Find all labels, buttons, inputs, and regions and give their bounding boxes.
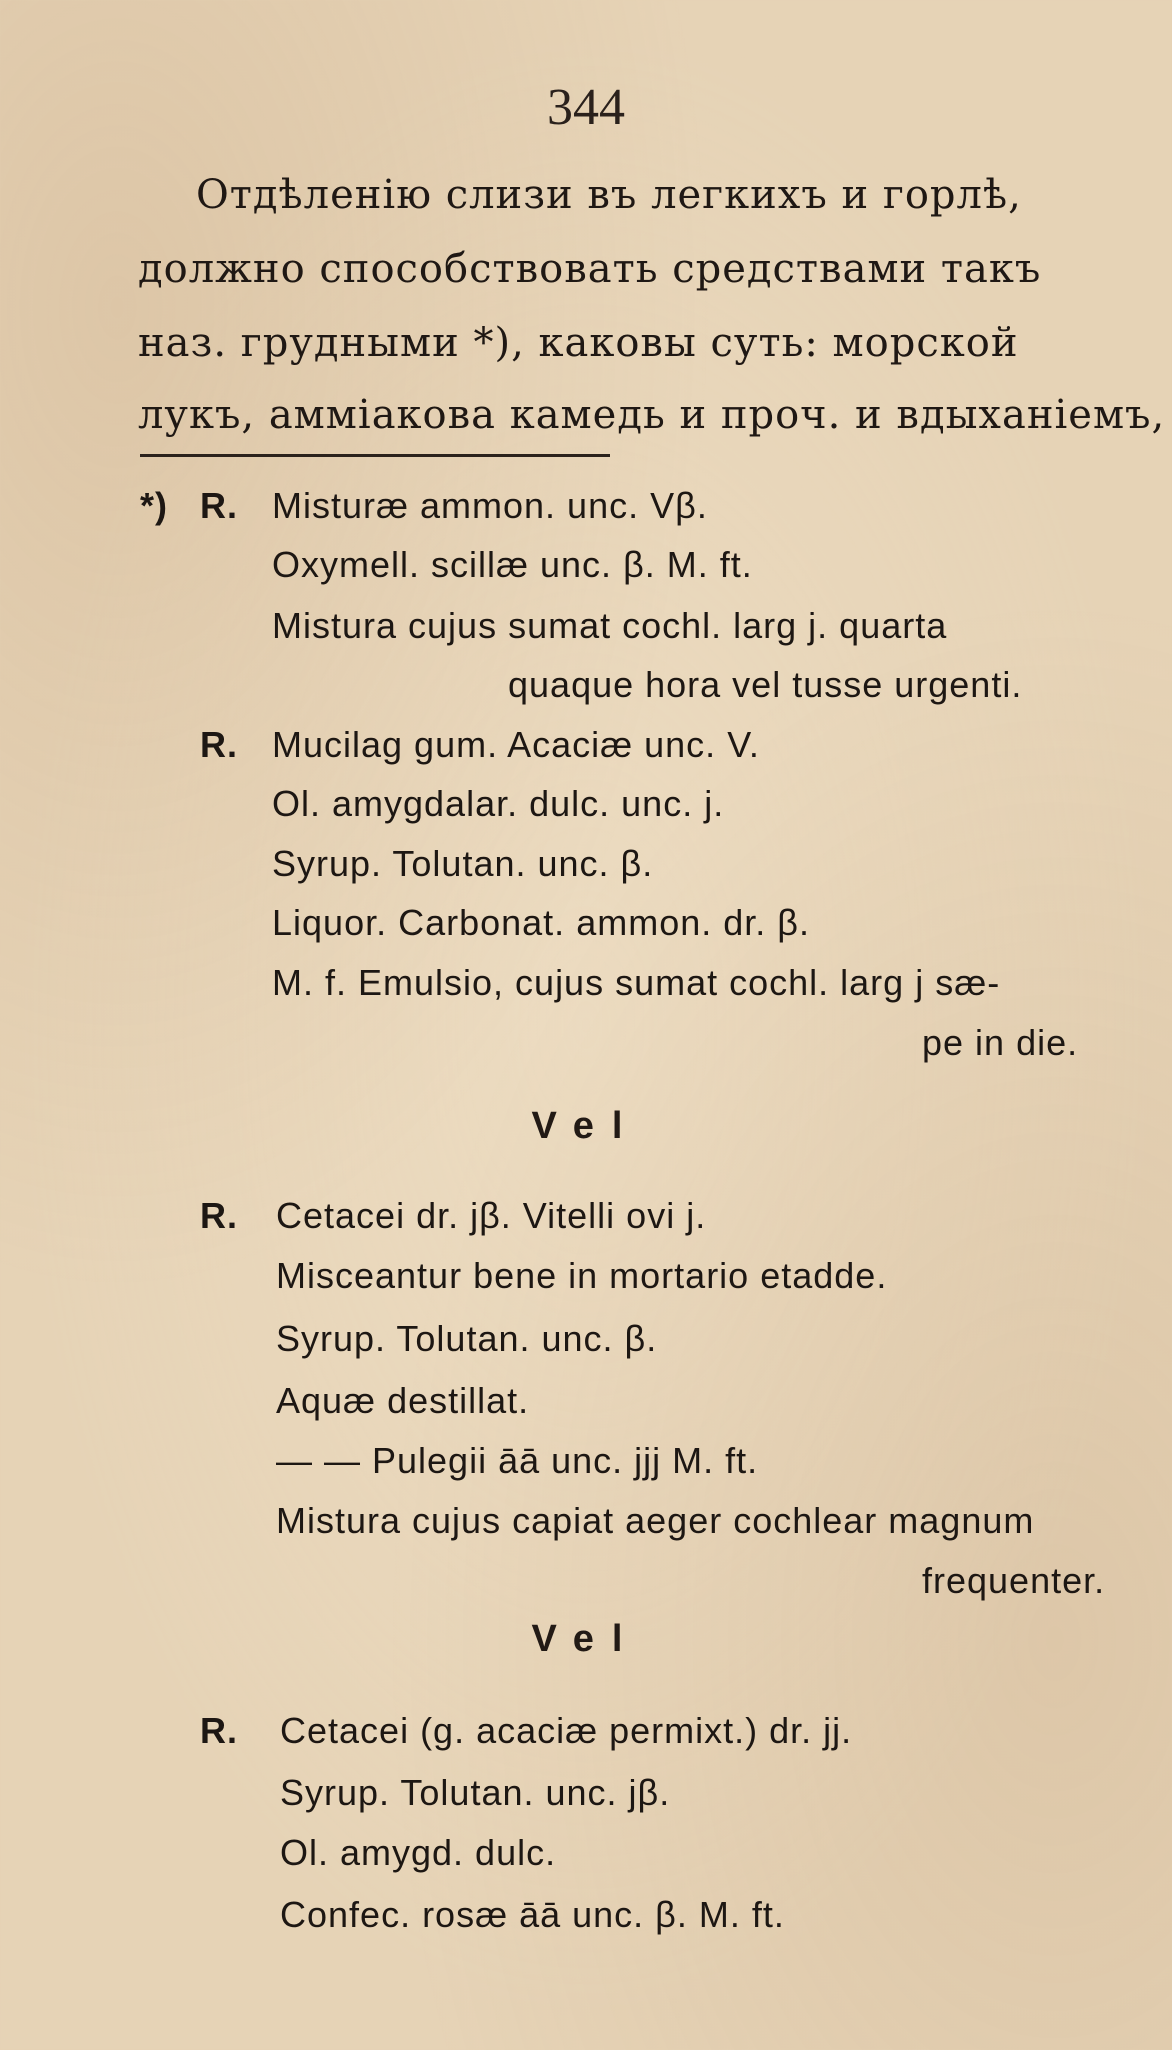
rx4-line-4: Confec. rosæ āā unc. β. M. ft. [280, 1894, 785, 1935]
russian-line-3: наз. грудными *), каковы суть: морской [138, 320, 1019, 366]
rx1-line-3: Mistura cujus sumat cochl. larg j. quarta [272, 605, 948, 646]
rx2-line-6: pe in die. [922, 1022, 1079, 1063]
vel-separator-2: Vel [531, 1618, 641, 1660]
rx2-line-1: Mucilag gum. Acaciæ unc. V. [272, 724, 760, 765]
rx2-mark: R. [200, 724, 238, 765]
rx3-line-2: Misceantur bene in mortario etadde. [276, 1255, 888, 1296]
russian-line-2: должно способствовать средствами такъ [138, 246, 1042, 292]
rx1-mark: R. [200, 485, 238, 526]
rx3-line-5: — — Pulegii āā unc. jjj M. ft. [276, 1440, 759, 1481]
rx2-line-2: Ol. amygdalar. dulc. unc. j. [272, 783, 725, 824]
rx2-line-4: Liquor. Carbonat. ammon. dr. β. [272, 902, 810, 943]
russian-line-1: Отдѣленію слизи въ легкихъ и горлѣ, [196, 172, 1022, 218]
rx1-line-4: quaque hora vel tusse urgenti. [508, 664, 1023, 705]
rx1-line-1: Misturæ ammon. unc. Vβ. [272, 485, 708, 526]
rx1-line-2: Oxymell. scillæ unc. β. M. ft. [272, 544, 753, 585]
rx2-line-5: M. f. Emulsio, cujus sumat cochl. larg j sæ- [272, 962, 1001, 1003]
rx3-line-6: Mistura cujus capiat aeger cochlear magnum [276, 1500, 1035, 1541]
page-number: 344 [547, 79, 625, 136]
rx2-line-3: Syrup. Tolutan. unc. β. [272, 843, 654, 884]
rx3-mark: R. [200, 1195, 238, 1236]
russian-line-4: лукъ, амміакова камедь и проч. и вдыханіемъ, [138, 392, 1166, 438]
footnote-marker: *) [140, 485, 168, 526]
rx3-line-3: Syrup. Tolutan. unc. β. [276, 1318, 658, 1359]
rx3-line-4: Aquæ destillat. [276, 1380, 530, 1421]
rx4-line-1: Cetacei (g. acaciæ permixt.) dr. jj. [280, 1710, 853, 1751]
rx4-mark: R. [200, 1710, 238, 1751]
rx4-line-2: Syrup. Tolutan. unc. jβ. [280, 1772, 671, 1813]
footnote-divider [140, 454, 610, 457]
rx3-line-1: Cetacei dr. jβ. Vitelli ovi j. [276, 1195, 707, 1236]
rx3-line-7: frequenter. [922, 1560, 1106, 1601]
rx4-line-3: Ol. amygd. dulc. [280, 1832, 557, 1873]
vel-separator-1: Vel [531, 1105, 641, 1147]
